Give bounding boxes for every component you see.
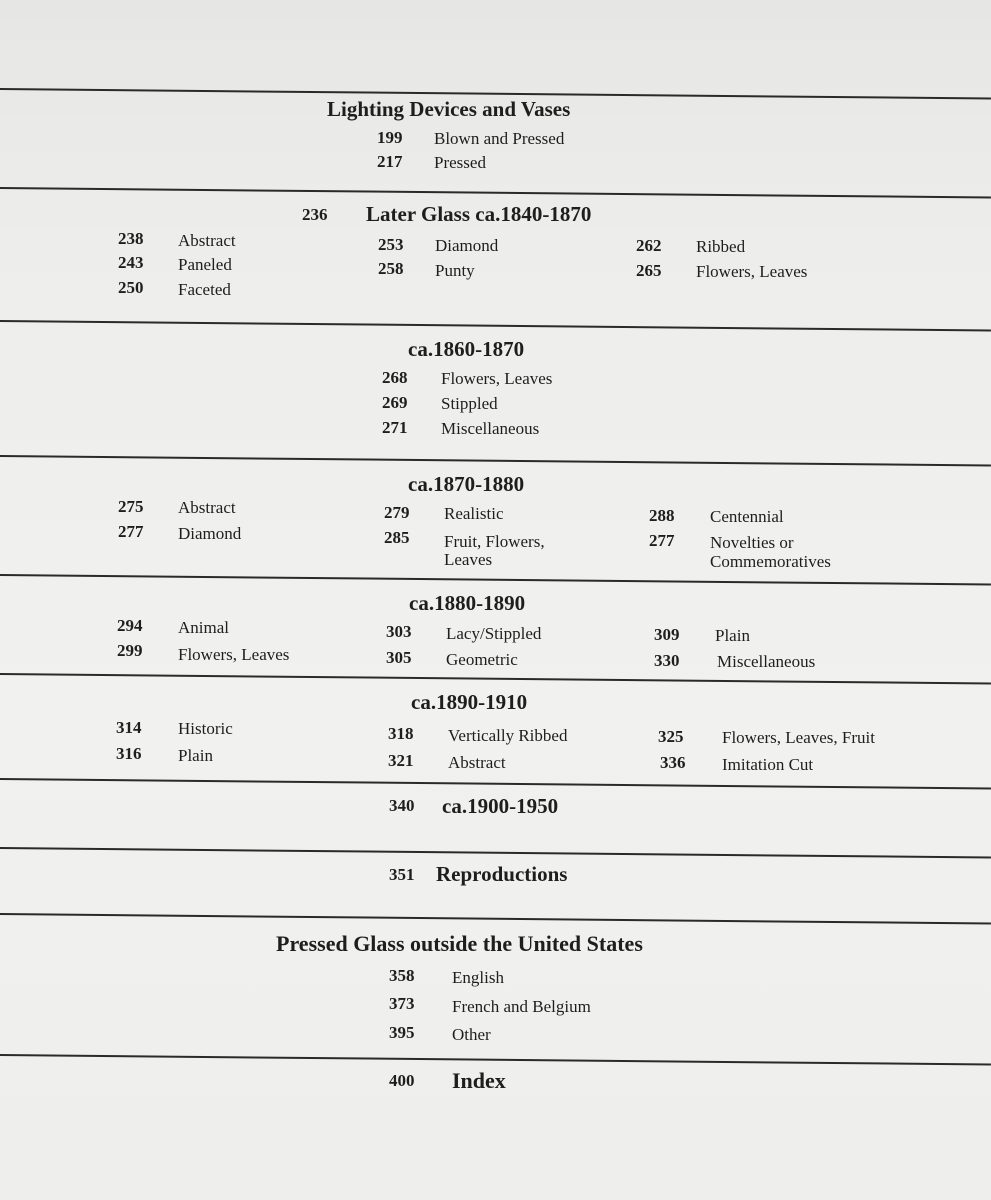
- page-number: 325: [658, 727, 684, 746]
- page-number: 373: [389, 994, 415, 1013]
- page-number: 258: [378, 259, 404, 278]
- entry-label: Other: [452, 1025, 491, 1044]
- section-title-lighting: Lighting Devices and Vases: [327, 97, 571, 121]
- page-number: 277: [649, 531, 675, 550]
- page-number: 294: [117, 616, 143, 635]
- divider-rule: [0, 778, 991, 790]
- entry-label: Faceted: [178, 280, 231, 299]
- section-title-1890: ca.1890-1910: [411, 690, 528, 714]
- page-number: 285: [384, 528, 410, 547]
- page-number: 199: [377, 128, 403, 147]
- entry-label: Abstract: [178, 498, 236, 517]
- page-number: 253: [378, 235, 404, 254]
- page-number: 358: [389, 966, 415, 985]
- entry-label: Realistic: [444, 504, 504, 523]
- page-number: 400: [389, 1071, 415, 1090]
- entry-label: Pressed: [434, 153, 486, 172]
- section-title-later-glass: Later Glass ca.1840-1870: [366, 202, 592, 226]
- page-number: 303: [386, 622, 412, 641]
- section-title-1900: ca.1900-1950: [442, 794, 559, 818]
- divider-rule: [0, 187, 991, 199]
- entry-label: Diamond: [178, 524, 242, 543]
- entry-label: English: [452, 968, 504, 987]
- entry-label: Abstract: [448, 753, 506, 772]
- page-number: 330: [654, 651, 680, 670]
- section-title-reproductions: Reproductions: [436, 862, 568, 886]
- entry-label: Novelties or: [710, 533, 794, 552]
- page-number: 395: [389, 1023, 415, 1042]
- divider-rule: [0, 913, 991, 925]
- page-number: 288: [649, 506, 675, 525]
- entry-label: Centennial: [710, 507, 784, 526]
- page-number: 309: [654, 625, 680, 644]
- entry-label: Flowers, Leaves, Fruit: [722, 728, 875, 747]
- entry-label: French and Belgium: [452, 997, 591, 1016]
- entry-label: Geometric: [446, 650, 518, 669]
- entry-label-continued: Leaves: [444, 550, 493, 569]
- entry-label: Miscellaneous: [717, 652, 816, 671]
- entry-label: Punty: [435, 261, 475, 280]
- page-number: 262: [636, 236, 662, 255]
- page-number: 269: [382, 393, 408, 412]
- page-number: 279: [384, 503, 410, 522]
- entry-label: Stippled: [441, 394, 498, 413]
- page-number: 236: [302, 205, 328, 224]
- entry-label: Ribbed: [696, 237, 746, 256]
- page-number: 351: [389, 865, 415, 884]
- entry-label: Plain: [178, 746, 213, 765]
- divider-rule: [0, 847, 991, 859]
- entry-label: Abstract: [178, 231, 236, 250]
- page-number: 316: [116, 744, 142, 763]
- entry-label: Flowers, Leaves: [178, 645, 290, 664]
- page-number: 250: [118, 278, 144, 297]
- entry-label: Blown and Pressed: [434, 129, 565, 148]
- page-number: 268: [382, 368, 408, 387]
- page-number: 336: [660, 753, 686, 772]
- section-title-1880: ca.1880-1890: [409, 591, 526, 615]
- divider-rule: [0, 574, 991, 586]
- page-number: 275: [118, 497, 144, 516]
- section-title-index: Index: [452, 1068, 506, 1093]
- section-title-1870: ca.1870-1880: [408, 472, 525, 496]
- entry-label: Miscellaneous: [441, 419, 540, 438]
- page-number: 340: [389, 796, 415, 815]
- entry-label: Lacy/Stippled: [446, 624, 542, 643]
- divider-rule: [0, 320, 991, 332]
- page-number: 265: [636, 261, 662, 280]
- entry-label: Fruit, Flowers,: [444, 532, 545, 551]
- page-number: 299: [117, 641, 143, 660]
- page-number: 321: [388, 751, 414, 770]
- entry-label: Animal: [178, 618, 229, 637]
- entry-label: Plain: [715, 626, 750, 645]
- entry-label: Diamond: [435, 236, 499, 255]
- page-number: 271: [382, 418, 408, 437]
- page-number: 243: [118, 253, 144, 272]
- divider-rule: [0, 673, 991, 685]
- entry-label: Historic: [178, 719, 233, 738]
- page-number: 314: [116, 718, 142, 737]
- entry-label: Flowers, Leaves: [441, 369, 553, 388]
- entry-label: Imitation Cut: [722, 755, 814, 774]
- entry-label: Flowers, Leaves: [696, 262, 808, 281]
- entry-label-continued: Commemoratives: [710, 552, 831, 571]
- page-number: 238: [118, 229, 144, 248]
- page-number: 217: [377, 152, 403, 171]
- divider-rule: [0, 455, 991, 467]
- page-number: 305: [386, 648, 412, 667]
- section-title-outside-us: Pressed Glass outside the United States: [276, 931, 643, 956]
- section-title-1860: ca.1860-1870: [408, 337, 525, 361]
- page-number: 318: [388, 724, 414, 743]
- entry-label: Paneled: [178, 255, 232, 274]
- entry-label: Vertically Ribbed: [448, 726, 568, 745]
- divider-rule: [0, 1054, 991, 1066]
- page-number: 277: [118, 522, 144, 541]
